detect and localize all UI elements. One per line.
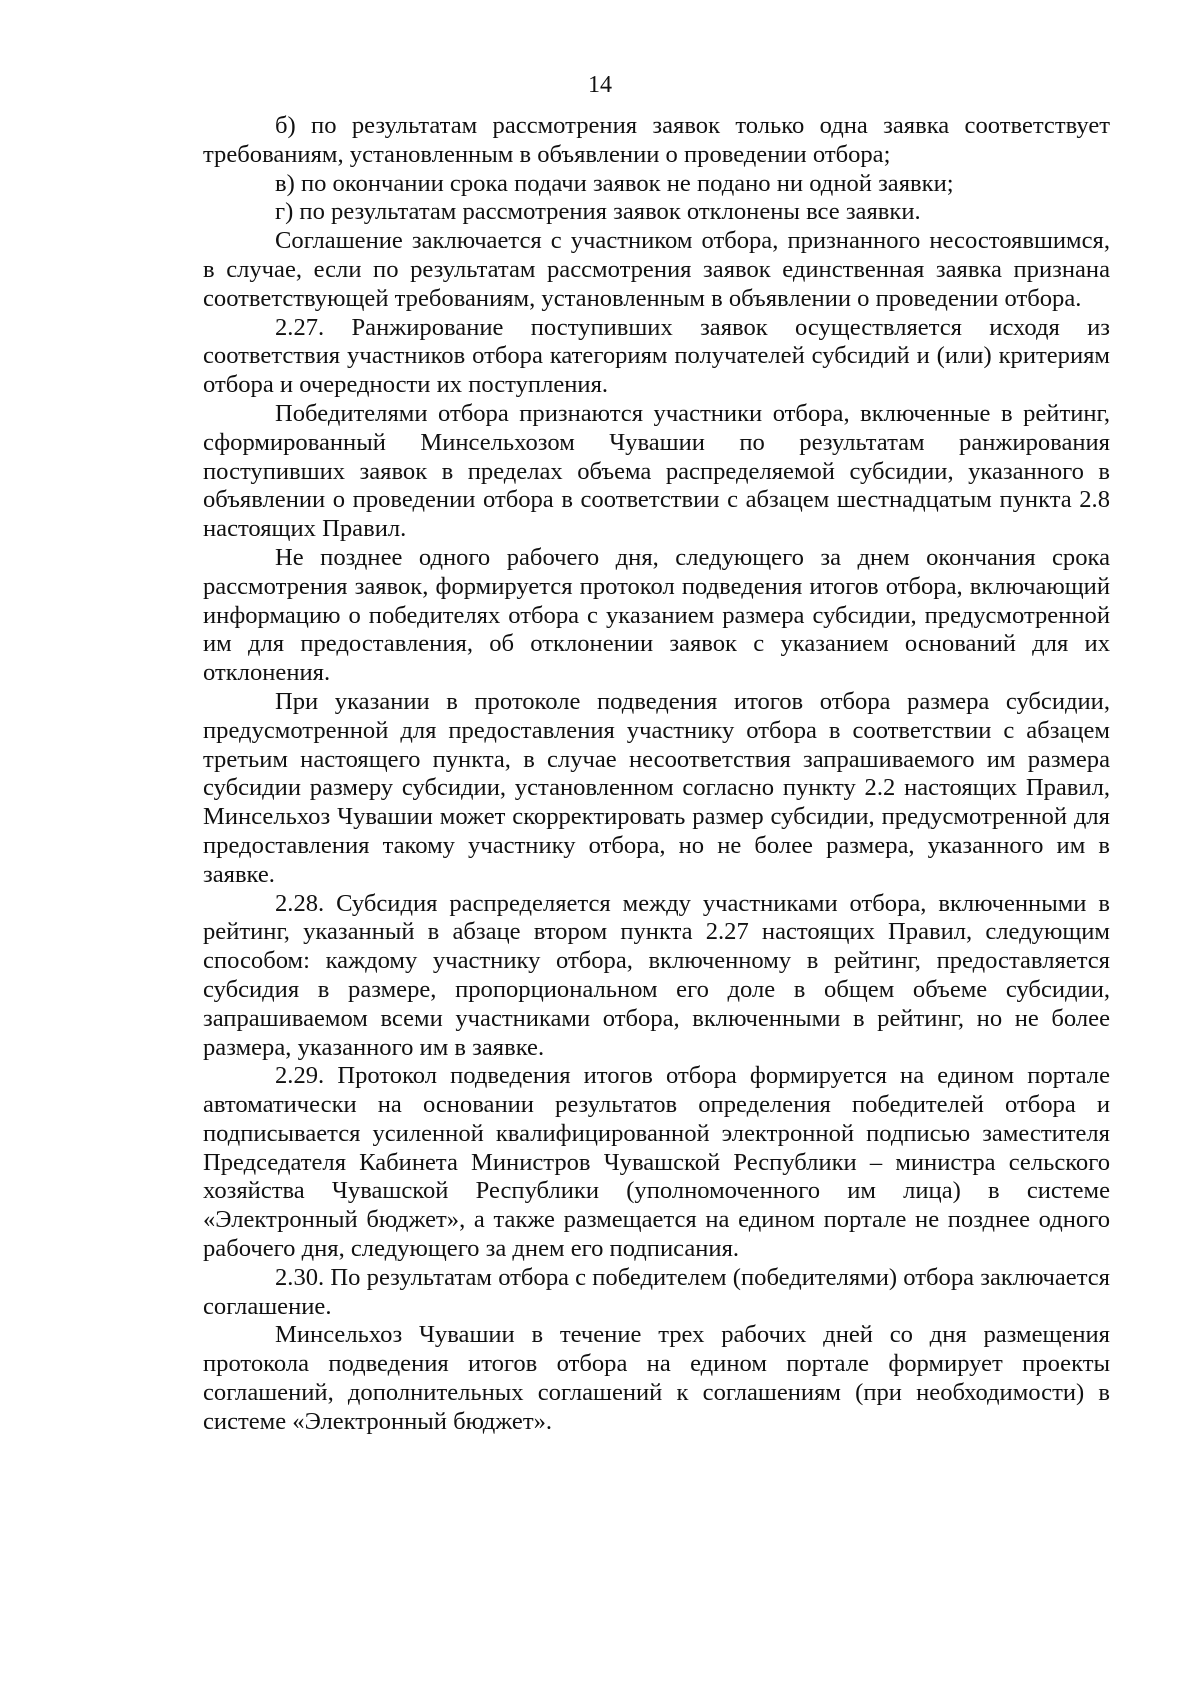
paragraph-2-30-agreement: 2.30. По результатам отбора с победителем (победителями) отбора заключается соглашение. bbox=[203, 1263, 1110, 1320]
paragraph-2-27-ranking: 2.27. Ранжирование поступивших заявок осуществляется исходя из соответствия участников отбора категориям получателей субсидий и (или) критериям отбора и очередности их поступления. bbox=[203, 313, 1110, 399]
paragraph-b-single-application: б) по результатам рассмотрения заявок только одна заявка соответствует требованиям, установленным в объявлении о проведении отбора; bbox=[203, 112, 1110, 168]
paragraph-v-no-applications: в) по окончании срока подачи заявок не подано ни одной заявки; bbox=[275, 169, 954, 197]
paragraph-subsidy-adjustment: При указании в протоколе подведения итогов отбора размера субсидии, предусмотренной для предоставления участнику отбора в соответствии с абзацем третьим настоящего пункта, в случае несоответствия запрашиваемого им размера субсидии размеру субсидии, установленном согласно пункту 2.2 настоящих Правил, Минсельхоз Чувашии может скорректировать размер субсидии, предусмотренной для предоставления такому участнику отбора, но не более размера, указанного им в заявке. bbox=[203, 687, 1110, 888]
paragraph-2-28-distribution: 2.28. Субсидия распределяется между участниками отбора, включенными в рейтинг, указанный в абзаце втором пункта 2.27 настоящих Правил, следующим способом: каждому участнику отбора, включенному в рейтинг, предоставляется субсидия в размере, пропорциональном его доле в общем объеме субсидии, запрашиваемом всеми участниками отбора, включенными в рейтинг, но не более размера, указанного им в заявке. bbox=[203, 889, 1110, 1061]
paragraph-draft-agreements: Минсельхоз Чувашии в течение трех рабочих дней со дня размещения протокола подведения итогов отбора на едином портале формирует проекты соглашений, дополнительных соглашений к соглашениям (при необходимости) в системе «Электронный бюджет». bbox=[203, 1321, 1110, 1435]
page-number: 14 bbox=[588, 72, 612, 98]
paragraph-winners: Победителями отбора признаются участники отбора, включенные в рейтинг, сформированный Минсельхозом Чувашии по результатам ранжирования поступивших заявок в пределах объема распределяемой субсидии, указанного в объявлении о проведении отбора в соответствии с абзацем шестнадцатым пункта 2.8 настоящих Правил. bbox=[203, 399, 1110, 543]
paragraph-agreement-failed-selection: Соглашение заключается с участником отбора, признанного несостоявшимся, в случае, если по результатам рассмотрения заявок единственная заявка признана соответствующей требованиям, установленным в объявлении о проведении отбора. bbox=[203, 227, 1110, 312]
document-body bbox=[203, 112, 1110, 1437]
paragraph-g-all-rejected: г) по результатам рассмотрения заявок отклонены все заявки. bbox=[275, 198, 921, 226]
paragraph-protocol-deadline: Не позднее одного рабочего дня, следующего за днем окончания срока рассмотрения заявок, формируется протокол подведения итогов отбора, включающий информацию о победителях отбора с указанием размера субсидии, предусмотренной им для предоставления, об отклонении заявок с указанием оснований для их отклонения. bbox=[203, 543, 1110, 687]
paragraph-2-29-protocol: 2.29. Протокол подведения итогов отбора формируется на едином портале автоматически на основании результатов определения победителей отбора и подписывается усиленной квалифицированной электронной подписью заместителя Председателя Кабинета Министров Чувашской Республики – министра сельского хозяйства Чувашской Республики (уполномоченного им лица) в системе «Электронный бюджет», а также размещается на едином портале не позднее одного рабочего дня, следующего за днем его подписания. bbox=[203, 1062, 1110, 1263]
